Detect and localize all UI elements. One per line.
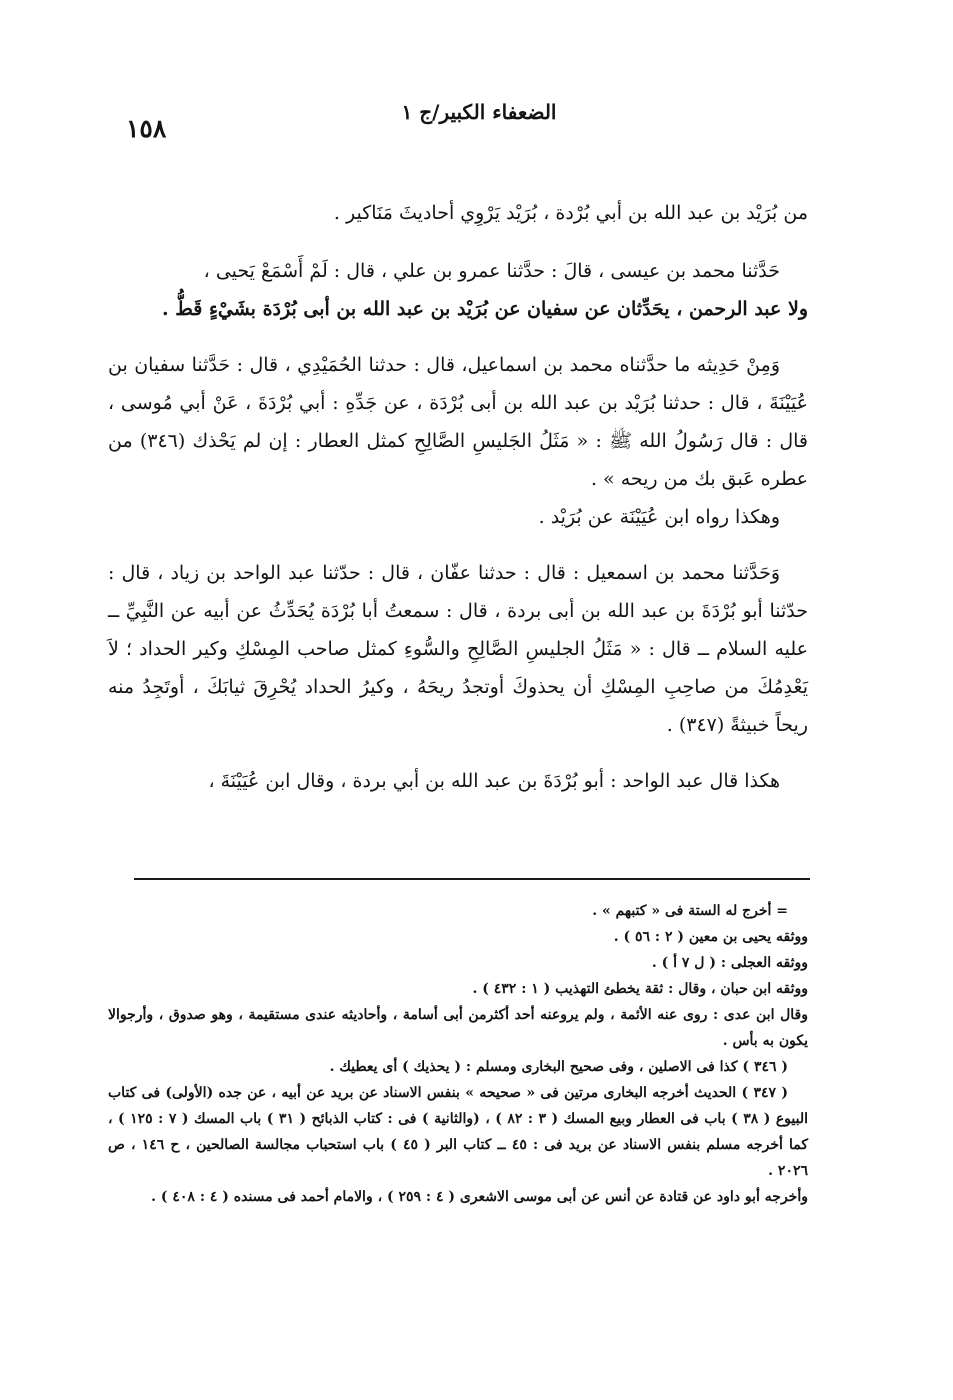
footnote-divider [134,878,810,880]
running-header-title: الضعفاء الكبير/ج ١ [401,100,557,124]
footnote-346: ( ٣٤٦ ) كذا فى الاصلين ، وفى صحيح البخارى ومسلم : ( يحذيك ) أى يعطيك . [329,1059,788,1075]
paragraph-5: وَحَدَّثنا محمد بن اسمعيل : قال : حدثنا عفّان ، قال : حدّثنا عبد الواحد بن زياد ، قال : حدّثنا أبو بُرْدَةَ بن عبد الله بن أبى بردة ، قال : سمعتُ أبا بُرْدَة يُحَدِّثُ عن أبيه عن النَّبِيِّ ــ عليه السلام ــ قال : « مَثَلُ الجليسِ الصَّالِحِ والسُّوءِ كمثل صاحب المِسْكِ وكير الحداد ؛ لاَ يَعْدِمُكَ من صاحِبِ المِسْكِ أن يحذوكَ أوتجدُ ريحَهُ ، وكيرُ الحداد يُحْرِقَ ثيابَكَ ، أوتَجِدُ منه ريحاً خبيثةً (٣٤٧) . [108,562,808,736]
paragraph-2a: حَدَّثنا محمد بن عيسى ، قالَ : حدَّثنا عمرو بن علي ، قال : لَمْ أَسْمَعْ يَحيى ، [203,260,780,282]
paragraph-1: من بُرَيْد بن عبد الله بن أبي بُرْدة ، بُرَيْد يَرْوِي أحاديثَ مَنَاكير . [333,202,808,224]
footnote-line: وقال ابن عدى : روى عنه الأئمة ، ولم يروعنه أحد أكثرمن أبى أسامة ، وأحاديثه عندى مستقيمة ، وهو صدوق ، وأرجوالا يكون به بأس . [108,1007,808,1049]
footnotes [108,898,808,1210]
page-number: ١٥٨ [126,114,167,143]
main-text [108,194,808,800]
footnote-line: ووثقه العجلى : ( ل ٧ أ ) . [651,955,808,971]
footnote-347: ( ٣٤٧ ) الحديث أخرجه البخارى مرتين فى « صحيحه » بنفس الاسناد عن بريد عن أبيه ، عن جده (الأولى) فى كتاب البيوع ( ٣٨ ) باب فى العطار وبيع المسك ( ٣ : ٨٢ ) ، (والثانية ) فى : كتاب الذبائح ( ٣١ ) باب المسك ( ٧ : ١٢٥ ) ، كما أخرجه مسلم بنفس الاسناد عن بريد فى : ٤٥ ــ كتاب البر ( ٤٥ ) باب استحباب مجالسة الصالحين ، ح ١٤٦ ، ص ٢٠٢٦ . [108,1085,809,1179]
paragraph-2b: ولا عبد الرحمن ، يحَدِّثان عن سفيان عن بُرَيْد بن عبد الله بن أبى بُرْدَة بشَيْءٍ قَطُّ . [162,298,808,320]
paragraph-6: هكذا قال عبد الواحد : أبو بُرْدَةَ بن عبد الله بن أبي بردة ، وقال ابن عُيَيْنَةَ ، [208,770,780,792]
footnote-line: ووثقه ابن حبان ، وقال : ثقة يخطئ التهذيب ( ١ : ٤٣٢ ) . [472,981,808,997]
footnote-line: وأخرجه أبو داود عن قتادة عن أنس عن أبى موسى الاشعرى ( ٤ : ٢٥٩ ) ، والامام أحمد فى مسنده ( ٤ : ٤٠٨ ) . [151,1189,808,1205]
footnote-line: ووثقه يحيى بن معين ( ٢ : ٥٦ ) . [613,929,808,945]
paragraph-3: وَمِنْ حَدِيثه ما حدَّثناه محمد بن اسماعيل، قال : حدثنا الحُمَيْدِي ، قال : حَدَّثنا سفيان بن عُيَيْنَةَ ، قال : حدثنا بُرَيْد بن عبد الله بن أبى بُرْدَة ، عن جَدِّهِ : أبي بُرْدَةَ ، عَنْ أبي مُوسى ، قال : قال رَسُولُ الله ﷺ : « مَثَلُ الجَليسِ الصَّالِحِ كمثل العطار : إن لم يَحْذك (٣٤٦) من عطره عَبق بك من ريحه » . [108,354,808,490]
footnote-line: = أخرج له الستة فى « كتبهم » . [592,903,788,919]
paragraph-4: وهكذا رواه ابن عُيَيْنَة عن بُرَيْد . [538,506,780,528]
